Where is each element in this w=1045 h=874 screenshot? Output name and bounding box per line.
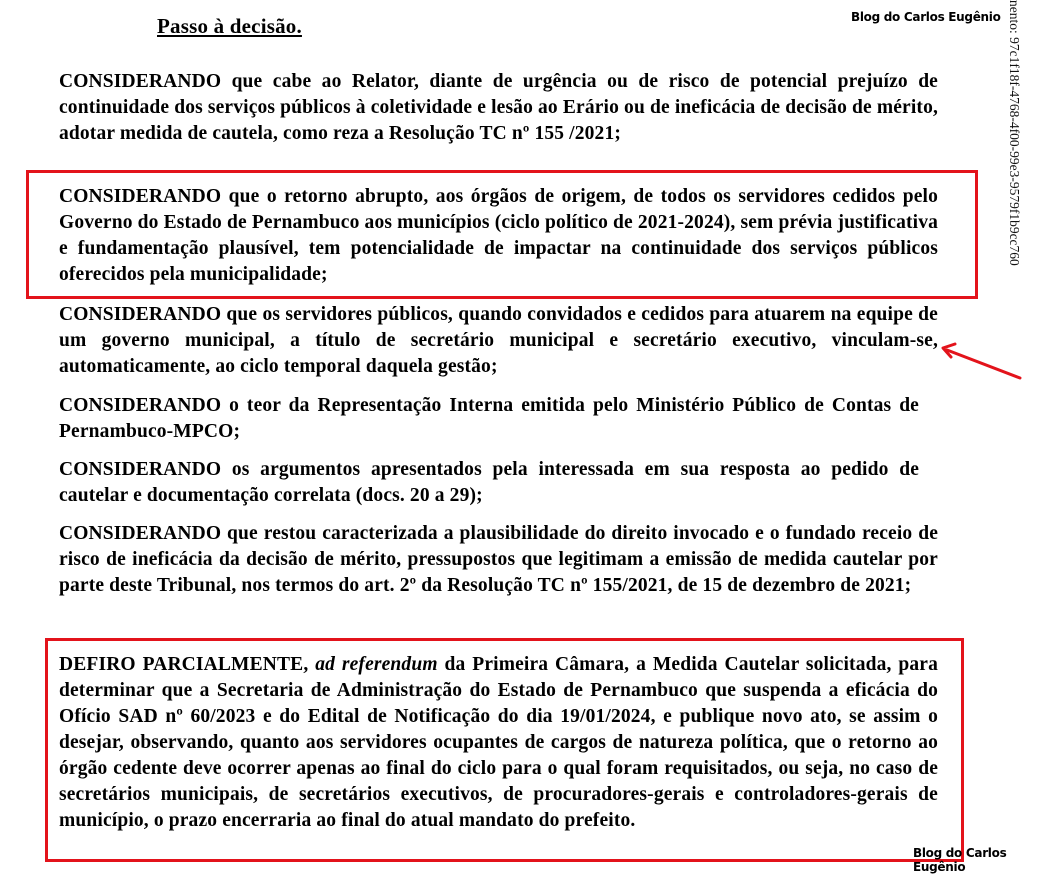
ad-referendum-italic: ad referendum xyxy=(315,654,438,675)
paragraph-text: os argumentos apresentados pela interessada em sua resposta ao pedido de cautelar e documentação correlata (docs. 20 a 29); xyxy=(59,459,919,506)
blog-watermark-top: Blog do Carlos Eugênio xyxy=(851,10,1001,24)
considerando-paragraph-3 xyxy=(59,302,938,380)
considerando-keyword: CONSIDERANDO xyxy=(59,395,222,416)
section-heading: Passo à decisão. xyxy=(157,14,302,38)
paragraph-text: que o retorno abrupto, aos órgãos de origem, de todos os servidores cedidos pelo Governo do Estado de Pernambuco aos municípios (ciclo político de 2021-2024), sem prévia justificativa e fundamentação plausível, tem potencialidade de impactar na continuidade dos serviços públicos oferecidos pela municipalidade; xyxy=(59,186,938,285)
considerando-paragraph-6 xyxy=(59,521,938,599)
considerando-keyword: CONSIDERANDO xyxy=(59,186,222,207)
considerando-paragraph-1 xyxy=(59,69,938,147)
decision-keyword: DEFIRO PARCIALMENTE xyxy=(59,654,304,675)
blog-watermark-bottom: Blog do Carlos Eugênio xyxy=(913,846,1007,874)
red-highlight-box-1 xyxy=(26,170,978,299)
decision-text-lead: , xyxy=(303,654,316,675)
red-arrow-icon xyxy=(935,338,1030,388)
paragraph-text: que os servidores públicos, quando convidados e cedidos para atuarem na equipe de um governo municipal, a título de secretário municipal e secretário executivo, vinculam-se, automaticamente, ao ciclo temporal daquela gestão; xyxy=(59,304,938,377)
document-id-vertical: nento: 97c1f18f-4768-4f00-99e3-9579f1b9cc760 xyxy=(1007,0,1022,266)
red-highlight-box-2 xyxy=(45,638,964,862)
paragraph-text: que cabe ao Relator, diante de urgência ou de risco de potencial prejuízo de continuidade dos serviços públicos à coletividade e lesão ao Erário ou de ineficácia de decisão de mérito, adotar medida de cautela, como reza a Resolução TC nº 155 /2021; xyxy=(59,71,938,144)
considerando-paragraph-5 xyxy=(59,457,919,509)
decision-text: da Primeira Câmara, a Medida Cautelar solicitada, para determinar que a Secretaria de Administração do Estado de Pernambuco que suspenda a eficácia do Ofício SAD nº 60/2023 e do Edital de Notificação do dia 19/01/2024, e publique novo ato, se assim o desejar, observando, quanto aos servidores ocupantes de cargos de natureza política, que o retorno ao órgão cedente deve ocorrer apenas ao final do ciclo para o qual foram requisitados, ou seja, no caso de secretários municipais, de secretários executivos, de procuradores-gerais e controladores-gerais de município, o prazo encerraria ao final do atual mandato do prefeito. xyxy=(59,654,938,831)
considerando-keyword: CONSIDERANDO xyxy=(59,459,222,480)
considerando-paragraph-4 xyxy=(59,393,919,445)
considerando-keyword: CONSIDERANDO xyxy=(59,523,222,544)
considerando-keyword: CONSIDERANDO xyxy=(59,71,222,92)
considerando-keyword: CONSIDERANDO xyxy=(59,304,222,325)
paragraph-text: que restou caracterizada a plausibilidade do direito invocado e o fundado receio de risco de ineficácia da decisão de mérito, pressupostos que legitimam a emissão de medida cautelar por parte deste Tribunal, nos termos do art. 2º da Resolução TC nº 155/2021, de 15 de dezembro de 2021; xyxy=(59,523,938,596)
paragraph-text: o teor da Representação Interna emitida pelo Ministério Público de Contas de Pernambuco-MPCO; xyxy=(59,395,919,442)
